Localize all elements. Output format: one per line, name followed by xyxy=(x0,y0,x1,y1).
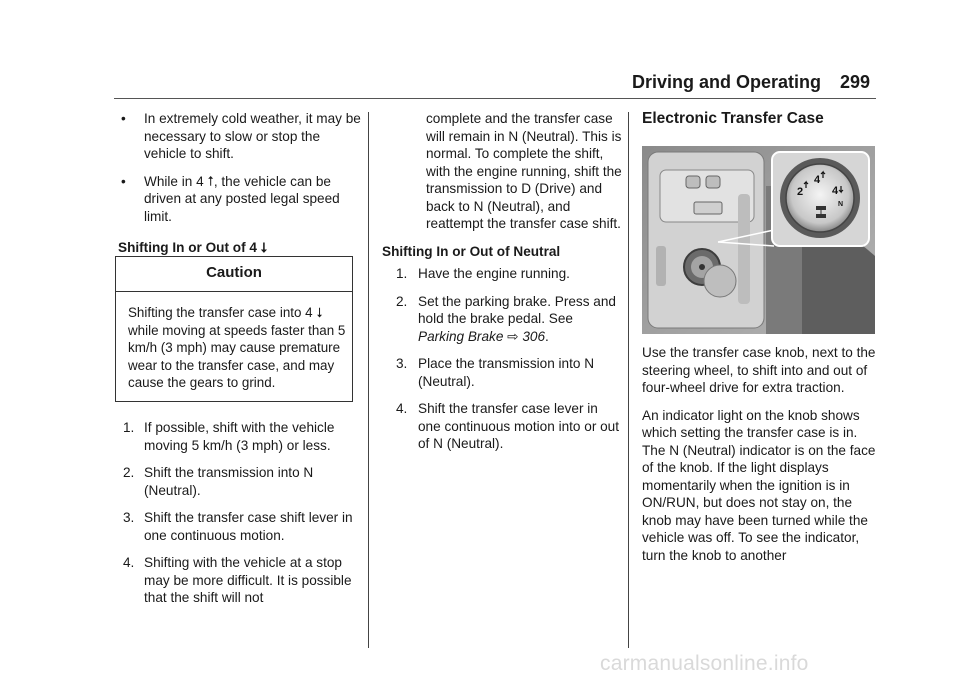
bullet-item xyxy=(118,110,363,163)
punctuation: . xyxy=(545,328,549,344)
knob-4lo-label: 4 xyxy=(832,185,839,197)
header-rule xyxy=(114,98,876,99)
caution-title: Caution xyxy=(206,264,262,281)
step-text: Shift the transmission into N (Neutral). xyxy=(144,465,314,498)
paragraph: An indicator light on the knob shows which setting the transfer case is in. The N (Neutral) indicator is on the face of the knob. If the light displays momentarily when the ignition is in ON/RUN, but does not stay on, the knob may have been turned while the vehicle was off. To see the indicator, turn the knob to another xyxy=(642,407,876,563)
step-text: Place the transmission into N (Neutral). xyxy=(418,356,595,389)
column-divider-2 xyxy=(628,112,629,648)
list-item xyxy=(382,400,622,453)
list-item xyxy=(118,464,363,499)
step-number: 2. xyxy=(396,293,408,309)
subsection-heading: Shifting In or Out of 4 ⭣ xyxy=(118,240,268,255)
list-item xyxy=(382,355,622,390)
dashboard-illustration xyxy=(642,146,875,334)
transfer-case-knob-photo xyxy=(642,146,875,334)
step-text: Have the engine running. xyxy=(418,266,570,281)
step-number: 2. xyxy=(123,465,135,480)
list-item xyxy=(118,554,363,607)
step-text: Shifting with the vehicle at a stop may be more difficult. It is possible that the shift will not xyxy=(144,555,352,605)
cross-reference-link[interactable]: Parking Brake xyxy=(418,328,504,344)
step-number: 1. xyxy=(123,420,135,435)
step-number: 1. xyxy=(396,266,408,281)
list-item xyxy=(118,419,363,454)
bullet-item xyxy=(118,173,363,226)
step-text: Shift the transfer case shift lever in one continuous motion. xyxy=(144,510,353,543)
step-number: 3. xyxy=(396,356,408,371)
column-2 xyxy=(382,110,622,453)
page-number: 299 xyxy=(840,72,871,92)
list-item xyxy=(382,265,622,283)
column-3-text xyxy=(642,344,878,564)
cross-reference-page[interactable]: 306 xyxy=(522,328,546,344)
caution-text: Shifting the transfer case into 4 ⭣ while moving at speeds faster than 5 km/h (3 mph) may cause premature wear to the transfer case, and may cause the gears to grind. xyxy=(128,305,346,390)
bullet-text: In extremely cold weather, it may be necessary to slow or stop the vehicle to shift. xyxy=(144,111,361,161)
page-ref-arrow-icon: ⇨ xyxy=(507,328,519,344)
list-item xyxy=(382,293,622,346)
caution-rule xyxy=(115,291,353,292)
paragraph: Use the transfer case knob, next to the steering wheel, to shift into and out of four-wheel drive for extra traction. xyxy=(642,345,876,395)
list-item xyxy=(118,509,363,544)
step-number: 3. xyxy=(123,510,135,525)
step-text: If possible, shift with the vehicle moving 5 km/h (3 mph) or less. xyxy=(144,420,335,453)
subsection-heading: Shifting In or Out of Neutral xyxy=(382,243,561,259)
section-title: Electronic Transfer Case xyxy=(642,110,824,127)
step-number: 4. xyxy=(396,401,408,416)
watermark: carmanualsonline.info xyxy=(600,652,809,675)
step-text: Set the parking brake. Press and hold the brake pedal. See xyxy=(418,293,616,326)
bullet-text: While in 4 ⭡, the vehicle can be driven at any posted legal speed limit. xyxy=(144,173,340,224)
bullet-glyph: • xyxy=(121,173,126,189)
knob-neutral-label: N xyxy=(838,201,844,208)
column-1-bullets xyxy=(118,110,363,257)
bullet-glyph: • xyxy=(121,111,126,126)
continued-text: complete and the transfer case will remain in N (Neutral). This is normal. To complete the shift, with the engine running, shift the transmission to D (Drive) and back to N (Neutral), and reattempt the transfer case shift. xyxy=(426,111,622,231)
step-number: 4. xyxy=(123,555,135,570)
header-section-title: Driving and Operating xyxy=(632,72,822,92)
column-divider-1 xyxy=(368,112,369,648)
knob-4hi-label: 4 xyxy=(814,174,821,186)
column-1-steps xyxy=(118,419,363,607)
step-text: Shift the transfer case lever in one continuous motion into or out of N (Neutral). xyxy=(418,401,620,451)
knob-2hi-label: 2 xyxy=(797,186,804,198)
